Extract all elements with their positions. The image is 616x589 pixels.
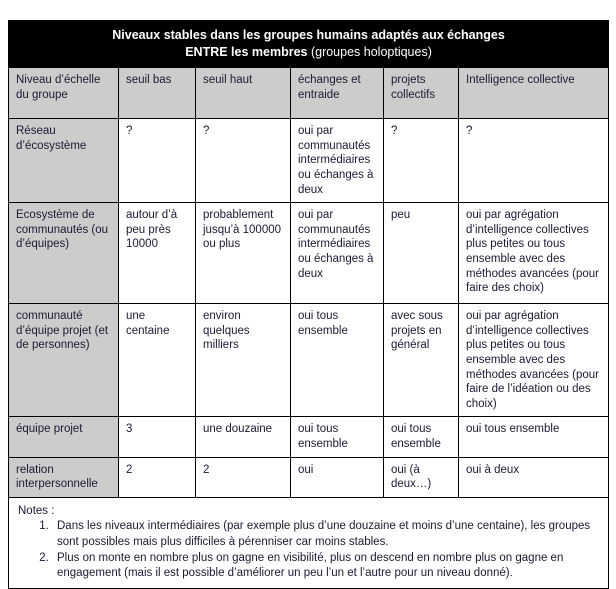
table-title-row (9, 21, 609, 68)
row-level-label: communauté d’équipe projet (et de personnes) (9, 304, 119, 417)
cell-seuil-bas: une centaine (119, 304, 196, 417)
table-header-row (9, 68, 609, 119)
cell-intelligence: oui par agrégation d’intelligence collectives plus petites ou tous ensemble avec des méthodes avancées (pour faire des choix) (459, 203, 609, 304)
cell-seuil-haut: ? (196, 119, 291, 203)
cell-projets: ? (384, 119, 459, 203)
notes-cell (9, 497, 609, 589)
cell-projets: oui (à deux…) (384, 457, 459, 497)
cell-echanges: oui tous ensemble (291, 304, 384, 417)
stable-levels-matrix (8, 20, 609, 589)
title-line-2-bold: ENTRE les membres (185, 44, 311, 59)
table-row (9, 119, 609, 203)
cell-seuil-bas: 3 (119, 417, 196, 457)
title-line-1: Niveaux stables dans les groupes humains adaptés aux échanges (112, 28, 505, 42)
column-header-projets: projets collectifs (384, 68, 459, 119)
column-header-seuil-bas: seuil bas (119, 68, 196, 119)
matrix-table-container (8, 20, 608, 589)
column-header-seuil-haut: seuil haut (196, 68, 291, 119)
title-line-2 (13, 44, 604, 61)
cell-seuil-bas: 2 (119, 457, 196, 497)
cell-intelligence: ? (459, 119, 609, 203)
table-row (9, 417, 609, 457)
cell-seuil-bas: ? (119, 119, 196, 203)
cell-projets: oui tous ensemble (384, 417, 459, 457)
cell-echanges: oui (291, 457, 384, 497)
row-level-label: Ecosystème de communautés (ou d’équipes) (9, 203, 119, 304)
cell-intelligence: oui à deux (459, 457, 609, 497)
column-header-level: Niveau d’échelle du groupe (9, 68, 119, 119)
title-line-2-normal: (groupes holoptiques) (310, 44, 432, 59)
cell-seuil-haut: environ quelques milliers (196, 304, 291, 417)
cell-projets: avec sous projets en général (384, 304, 459, 417)
table-row (9, 304, 609, 417)
table-row (9, 203, 609, 304)
column-header-echanges: échanges et entraide (291, 68, 384, 119)
cell-echanges: oui tous ensemble (291, 417, 384, 457)
table-notes-row (9, 497, 609, 589)
cell-projets: peu (384, 203, 459, 304)
cell-intelligence: oui par agrégation d’intelligence collectives plus petites ou tous ensemble avec des méthodes avancées (pour faire de l’idéation ou des choix) (459, 304, 609, 417)
table-title-cell (9, 21, 609, 68)
table-row (9, 457, 609, 497)
note-item: 1. Dans les niveaux intermédiaires (par exemple plus d’une douzaine et moins d’une centaine), les groupes sont possibles mais plus difficiles à pérenniser car moins stables. (52, 519, 602, 550)
cell-seuil-haut: une douzaine (196, 417, 291, 457)
cell-echanges: oui par communautés intermédiaires ou échanges à deux (291, 119, 384, 203)
row-level-label: Réseau d’écosystème (9, 119, 119, 203)
cell-seuil-haut: 2 (196, 457, 291, 497)
column-header-intelligence: Intelligence collective (459, 68, 609, 119)
row-level-label: équipe projet (9, 417, 119, 457)
cell-intelligence: oui tous ensemble (459, 417, 609, 457)
cell-seuil-bas: autour d’à peu près 10000 (119, 203, 196, 304)
cell-seuil-haut: probablement jusqu’à 100000 ou plus (196, 203, 291, 304)
cell-echanges: oui par communautés intermédiaires ou échanges à deux (291, 203, 384, 304)
notes-label: Notes : (18, 504, 55, 517)
note-item: 2. Plus on monte en nombre plus on gagne en visibilité, plus on descend en nombre plus on gagne en engagement (mais il est possible d’améliorer un peu l’un et l’autre pour un niveau donné). (52, 551, 602, 582)
notes-list (18, 519, 602, 581)
row-level-label: relation interpersonnelle (9, 457, 119, 497)
